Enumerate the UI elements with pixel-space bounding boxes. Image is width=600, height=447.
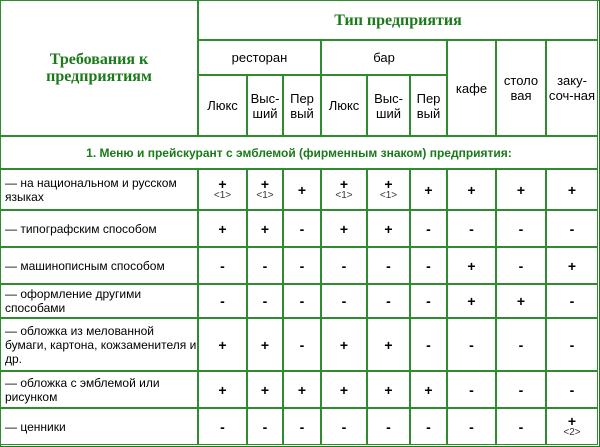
mark-cell [321,371,367,408]
mark-value: - [299,220,305,237]
mark-cell [410,169,447,210]
requirement-label: — обложка из мелованной бумаги, картона, кожзаменителя и др. [5,323,197,366]
mark-cell [247,318,283,371]
mark-value: - [220,293,225,309]
mark-cell [198,210,247,247]
mark-cell [247,210,283,247]
mark-cell [321,408,367,445]
class-header [410,75,447,136]
mark-value: - [518,257,524,274]
mark-cell [410,371,447,408]
requirements-header [0,0,198,136]
requirement-row-label [0,247,198,284]
requirement-row-label [0,371,198,408]
canteen-header [496,40,546,136]
section-title-text: 1. Меню и прейскурант с эмблемой (фирменным знаком) предприятия: [86,145,512,160]
mark-value: - [386,257,391,274]
mark-cell [410,284,447,318]
mark-value: - [469,220,474,237]
bar-header [321,40,447,75]
mark-value: - [262,293,268,309]
mark-value: - [518,220,524,237]
snackbar-header [546,40,598,136]
requirement-label: — на национальном и русском языках [5,175,177,204]
mark-value: - [426,293,431,309]
mark-cell [410,210,447,247]
mark-value: - [469,418,474,435]
mark-cell [447,318,496,371]
requirement-row-label [0,318,198,371]
mark-cell [321,169,367,210]
mark-cell [321,284,367,318]
mark-cell [283,318,321,371]
mark-value: - [386,418,391,435]
mark-cell [546,169,598,210]
mark-footnote: <1> [213,190,232,201]
mark-cell [546,371,598,408]
cafe-label: кафе [455,80,488,96]
mark-footnote: <1> [256,190,274,201]
mark-cell [283,371,321,408]
requirements-header-label: Требования к предприятиям [46,51,152,85]
mark-value: + [384,176,393,192]
mark-cell [546,210,598,247]
mark-value: - [426,336,431,353]
restaurant-label: ресторан [231,50,288,65]
requirement-row-label [0,284,198,318]
mark-cell [247,371,283,408]
mark-cell [410,408,447,445]
mark-footnote: <1> [379,190,398,201]
mark-cell [546,247,598,284]
mark-value: - [518,381,524,398]
mark-cell [198,284,247,318]
bar-label: бар [373,50,395,65]
mark-cell [496,210,546,247]
mark-value: + [297,181,307,198]
mark-value: - [220,257,225,274]
mark-cell [198,247,247,284]
mark-value: - [341,418,347,435]
class-label: Люкс [207,98,238,113]
mark-cell [198,169,247,210]
requirement-row-label [0,408,198,445]
type-header-label: Тип предприятия [334,11,462,29]
mark-value: + [260,381,270,398]
mark-cell [496,408,546,445]
mark-value: - [299,293,305,309]
mark-value: + [339,176,349,192]
mark-cell [247,408,283,445]
mark-value: - [469,336,474,353]
mark-value: - [426,418,431,435]
requirement-row-label [0,210,198,247]
mark-cell [447,247,496,284]
mark-value: - [386,293,391,309]
mark-cell [447,210,496,247]
mark-value: + [467,293,476,309]
mark-value: + [567,257,577,274]
cafe-header [447,40,496,136]
mark-value: - [220,418,225,435]
mark-cell [496,169,546,210]
mark-value: - [569,220,575,237]
mark-value: + [567,181,577,198]
requirement-label: — оформление другими способами [5,287,142,315]
requirement-label: — машинописным способом [5,258,165,273]
mark-value: - [518,336,524,353]
class-header [283,75,321,136]
mark-value: + [260,176,270,192]
mark-cell [247,247,283,284]
requirement-label: — ценники [5,419,66,434]
class-header [247,75,283,136]
mark-cell [447,408,496,445]
mark-cell [367,247,410,284]
mark-value: + [516,181,526,198]
mark-value: + [339,220,349,237]
mark-cell [198,318,247,371]
mark-cell [321,210,367,247]
class-label: Пер вый [416,90,441,121]
mark-value: - [341,257,347,274]
mark-value: + [260,336,270,353]
mark-cell [546,408,598,445]
restaurant-header [198,40,321,75]
mark-cell [198,371,247,408]
mark-cell [283,247,321,284]
mark-value: + [297,381,307,398]
canteen-label: столо вая [503,73,539,103]
mark-cell [496,318,546,371]
mark-cell [283,169,321,210]
mark-value: + [424,381,433,398]
mark-cell [283,284,321,318]
mark-cell [496,284,546,318]
snackbar-label: заку-соч-ная [548,73,596,103]
requirement-label: — типографским способом [5,221,157,236]
mark-value: - [262,257,268,274]
mark-cell [447,169,496,210]
class-header [321,75,367,136]
class-header [198,75,247,136]
mark-value: - [569,336,575,353]
mark-value: + [260,220,270,237]
mark-value: - [299,257,305,274]
mark-value: + [218,220,227,237]
mark-value: + [567,413,577,429]
class-header [367,75,410,136]
mark-value: - [518,418,524,435]
mark-cell [367,318,410,371]
mark-cell [410,318,447,371]
mark-value: + [218,381,227,398]
mark-value: + [467,257,476,274]
section-title [0,136,598,169]
mark-cell [367,371,410,408]
mark-value: - [569,293,575,309]
mark-cell [283,408,321,445]
class-label: Люкс [328,98,360,113]
mark-value: - [426,220,431,237]
mark-cell [367,408,410,445]
type-header [198,0,598,40]
mark-cell [546,284,598,318]
mark-cell [367,210,410,247]
mark-value: - [341,293,347,309]
mark-cell [410,247,447,284]
mark-cell [283,210,321,247]
mark-cell [247,284,283,318]
mark-value: + [339,336,349,353]
mark-value: + [384,336,393,353]
class-label: Выс-ший [250,90,280,121]
class-label: Пер вый [290,90,314,121]
mark-value: + [384,381,393,398]
mark-cell [496,247,546,284]
mark-cell [321,318,367,371]
mark-cell [447,371,496,408]
mark-cell [546,318,598,371]
mark-cell [198,408,247,445]
mark-cell [367,169,410,210]
mark-cell [496,371,546,408]
mark-value: + [467,181,476,198]
mark-cell [447,284,496,318]
mark-value: + [218,336,227,353]
mark-value: - [426,257,431,274]
requirement-label: — обложка с эмблемой или рисунком [5,375,160,404]
mark-value: - [299,418,305,435]
mark-footnote: <2> [563,427,581,438]
mark-footnote: <1> [335,190,353,201]
mark-cell [247,169,283,210]
mark-value: + [218,176,227,192]
mark-value: + [384,220,393,237]
mark-value: + [424,181,433,198]
mark-value: - [469,381,474,398]
mark-value: - [569,381,575,398]
mark-value: - [262,418,268,435]
mark-value: - [299,336,305,353]
mark-value: + [339,381,349,398]
mark-value: + [516,293,526,309]
mark-cell [321,247,367,284]
class-label: Выс-ший [374,90,403,121]
mark-cell [367,284,410,318]
requirement-row-label [0,169,198,210]
